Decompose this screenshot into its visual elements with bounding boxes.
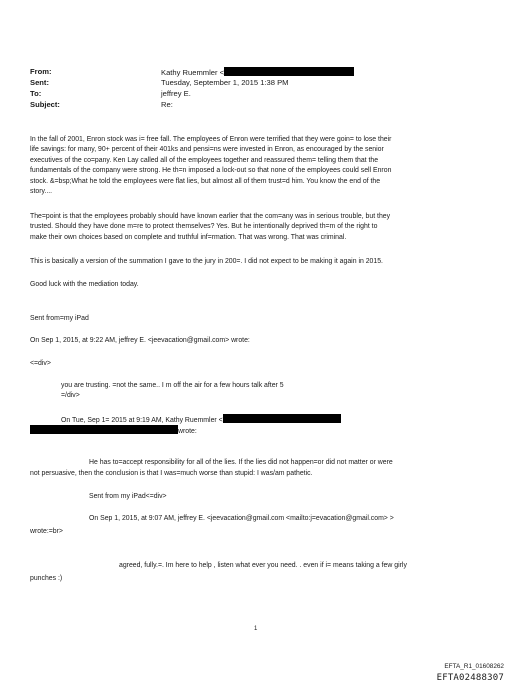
text-line: The=point is that the employees probably should have known earlier that the com=any was in serious trouble, but they [30, 213, 391, 220]
subject-label: Subject: [30, 100, 60, 109]
paragraph-good-luck [30, 280, 139, 290]
quoted-reply-2b: not persuasive, then the conclusion is that I was=much worse than stupid: I was/am pathetic. [30, 470, 313, 477]
text-line: make their own choices based on complete and truthful inf=rmation. That was wrong. That was criminal. [30, 233, 347, 241]
sent-from-line: Sent from=my iPad [30, 315, 89, 322]
text-line: In the fall of 2001, Enron stock was i= free fall. The employees of Enron were terrified that they were goin= to lose their [30, 136, 392, 143]
bates-number-small: EFTA_R1_01608262 [444, 663, 504, 670]
from-name: Kathy Ruemmler < [161, 68, 225, 77]
text-line: This is basically a version of the summation I gave to the jury in 200=. I did not expect to be making it again in 2015. [30, 258, 383, 265]
bates-number-large: EFTA02488307 [436, 673, 504, 683]
sent-value: Tuesday, September 1, 2015 1:38 PM [161, 78, 289, 87]
paragraph-enron [30, 135, 391, 197]
page-number: 1 [254, 626, 258, 632]
text-line: life savings: for many, 90+ percent of their 401ks and pensi=ns were invested in Enron, as encouraged by the senior [30, 146, 384, 154]
quoted-sent-from: Sent from my iPad<=div> [89, 493, 167, 500]
to-label: To: [30, 89, 42, 98]
text-line: =/div> [61, 392, 80, 400]
paragraph-summation [30, 257, 383, 267]
redaction-block [30, 425, 178, 434]
redaction-block [224, 67, 354, 76]
quote-header-3-cont: wrote:=br> [30, 528, 63, 535]
text-line: story.... [30, 188, 53, 196]
quote-header-1: On Sep 1, 2015, at 9:22 AM, jeffrey E. <jeevacation@gmail.com> wrote: [30, 337, 250, 344]
quoted-reply-3-cont: punches :) [30, 575, 63, 582]
from-value [161, 67, 354, 78]
text-line: you are trusting. =not the same.. I m off the air for a few hours talk after 5 [61, 382, 284, 389]
text-line: fundamentals of the company were strong. He th=n imposed a lock-out so that none of the employees could sell Enron [30, 167, 392, 175]
quote-header-3: On Sep 1, 2015, at 9:07 AM, jeffrey E. <jeevacation@gmail.com <mailto:j=evacation@gmail.com> > [89, 515, 394, 522]
quoted-reply-2a: He has to=accept responsibility for all of the lies. If the lies did not happen=or did not matter or were [89, 459, 393, 466]
div-markup: <=div> [30, 360, 51, 367]
to-value: jeffrey E. [161, 89, 191, 98]
from-label: From: [30, 67, 52, 76]
text-line: stock. &=bsp;What he told the employees were flat lies, but almost all of them trust=d him. You know the end of the [30, 177, 381, 185]
quote-header-2: On Tue, Sep 1= 2015 at 9:19 AM, Kathy Ruemmler < [61, 414, 341, 426]
sent-label: Sent: [30, 78, 49, 87]
text-line: trusted. Should they have done m=re to protect themselves? Yes. But he intentionally deprived th=m of the right to [30, 223, 378, 231]
quoted-reply-3: agreed, fully.=. Im here to help , listen what ever you need. . even if i= means taking a few girly [119, 562, 407, 569]
text-line: Good luck with the mediation today. [30, 281, 139, 288]
redaction-block [223, 414, 341, 423]
quoted-reply-1 [61, 381, 284, 402]
subject-value: Re: [161, 100, 173, 109]
quote-header-2-cont: wrote: [30, 425, 197, 437]
text-line: executives of the co=pany. Ken Lay called all of the employees together and reassured them= telling them that the [30, 156, 379, 164]
paragraph-point [30, 212, 390, 243]
